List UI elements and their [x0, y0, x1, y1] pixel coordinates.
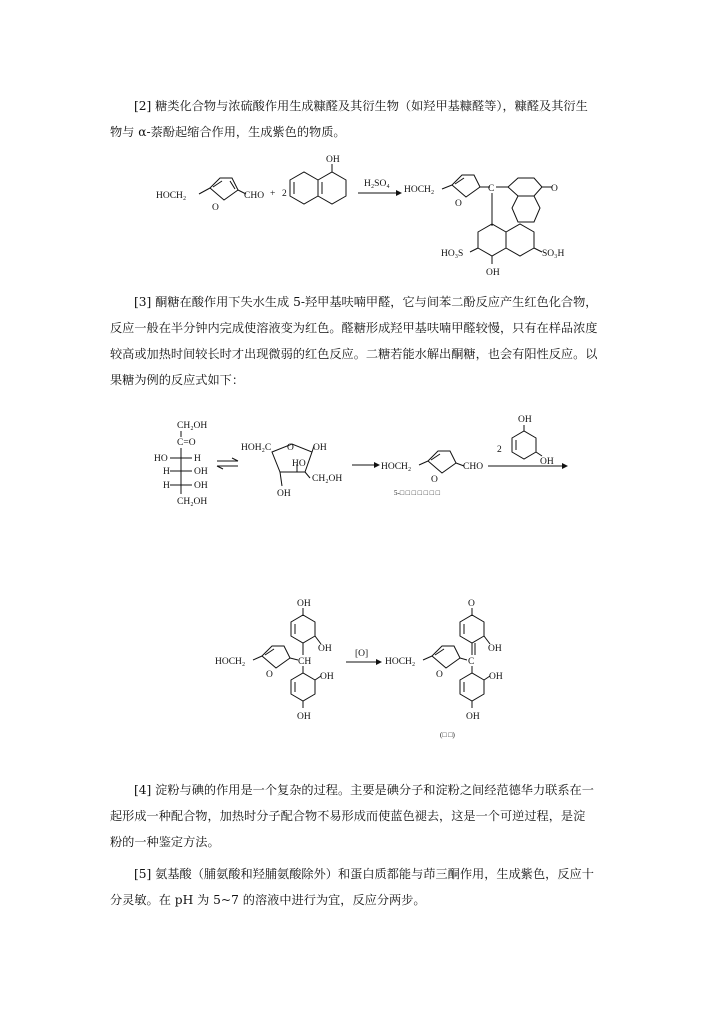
- s1-product-ring-o: O: [455, 199, 462, 209]
- s2-furanose-ho: HO: [292, 459, 306, 469]
- s3-left-oh-mid: OH: [320, 672, 334, 682]
- s2-hmf-cho: CHO: [463, 462, 484, 472]
- s1-product-hoch2: HOCH₂: [404, 185, 435, 195]
- s1-plus: +: [270, 189, 276, 199]
- p3-line4: 果糖为例的反应式如下：: [110, 373, 245, 387]
- s2-res-oh-top: OH: [518, 415, 532, 425]
- s2-hmf-o: O: [431, 475, 438, 485]
- p5-line1: [5] 氨基酸（脯氨酸和羟脯氨酸除外）和蛋白质都能与茚三酮作用，生成紫色，反应十: [134, 867, 594, 881]
- p4-line1: [4] 淀粉与碘的作用是一个复杂的过程。主要是碘分子和淀粉之间经范德华力联系在一: [134, 783, 594, 797]
- s3-right-o-top: O: [468, 599, 475, 609]
- s2-fischer-h4: H: [163, 467, 170, 477]
- s2-hmf-caption: 5-□ □ □ □ □ □ □: [394, 489, 440, 497]
- s3-left-oh-top2: OH: [318, 644, 332, 654]
- s3-right-furan: [423, 646, 467, 668]
- p3-line1: [3] 酮糖在酸作用下失水生成 5-羟甲基呋喃甲醛，它与间苯二酚反应产生红色化合物，: [134, 295, 598, 309]
- s2-fischer-c1: CH₂OH: [177, 421, 208, 431]
- s3-left-upper-ring: [291, 608, 321, 655]
- s3-right-oh-top: OH: [488, 644, 502, 654]
- s2-furanose-ch2oh: CH₂OH: [312, 474, 343, 484]
- s3-right-quinoid-ring: [460, 608, 490, 655]
- s3-caption: (□ □): [440, 731, 455, 739]
- s3-left-lower-ring: [291, 666, 321, 708]
- s1-reagent: H₂SO₄: [364, 179, 390, 189]
- s3-left-oh-bot: OH: [297, 712, 311, 722]
- s2-fischer-h5: H: [163, 481, 170, 491]
- paragraph-5: [110, 861, 615, 913]
- s1-ketone-o: O: [551, 184, 558, 194]
- s2-coef: 2: [497, 445, 502, 455]
- paragraph-4: [110, 777, 615, 855]
- s2-fischer-h3: H: [194, 454, 201, 464]
- s2-hmf-hoch2: HOCH₂: [381, 462, 412, 472]
- p2-line1: [2] 糖类化合物与浓硫酸作用生成糠醛及其衍生物（如羟甲基糠醛等），糠醛及其衍生: [134, 99, 588, 113]
- s3-left-oh-top: OH: [297, 599, 311, 609]
- s3-oxidant: [O]: [355, 649, 369, 659]
- s3-right-c: C: [468, 657, 475, 667]
- s2-res-oh-right: OH: [540, 457, 554, 467]
- p2-line2: 物与 α-萘酚起缩合作用，生成紫色的物质。: [110, 125, 346, 139]
- p3-line3: 较高或加热时间较长时才出现微弱的红色反应。二糖若能水解出酮糖，也会有阳性反应。以: [110, 347, 598, 361]
- s2-fischer-ho3: HO: [154, 454, 168, 464]
- s1-so3h-right: SO₃H: [542, 249, 565, 259]
- s1-hoch2-label: HOCH₂: [156, 191, 187, 201]
- s3-left-hoch2: HOCH₂: [215, 657, 246, 667]
- s1-naphthol-oh: OH: [326, 155, 340, 165]
- s3-left-o: O: [266, 670, 273, 680]
- s2-furanose-oh2: OH: [277, 489, 291, 499]
- s2-fischer-oh4: OH: [194, 467, 208, 477]
- s3-left-ch: CH: [298, 657, 312, 667]
- s3-arrow: [346, 659, 382, 665]
- s2-furanose-oh1: OH: [313, 443, 327, 453]
- p5-line2: 分灵敏。在 pH 为 5~7 的溶液中进行为宜，反应分两步。: [110, 893, 426, 907]
- s2-furanose-o: O: [287, 443, 294, 453]
- s1-coef: 2: [282, 189, 287, 199]
- p4-line2: 起形成一种配合物，加热时分子配合物不易形成而使蓝色褪去，这是一个可逆过程，是淀: [110, 809, 586, 823]
- s2-fischer-c2: C=O: [177, 438, 196, 448]
- s3-right-o: O: [436, 670, 443, 680]
- s3-right-hoch2: HOCH₂: [385, 657, 416, 667]
- s1-product-c: C: [488, 184, 495, 194]
- s1-bottom-oh: OH: [486, 268, 500, 278]
- s3-left-furan: [253, 646, 298, 668]
- s2-fischer-oh5: OH: [194, 481, 208, 491]
- s2-fischer-c6: CH₂OH: [177, 497, 208, 507]
- s3-right-oh-bot: OH: [466, 712, 480, 722]
- p3-line2: 反应一般在半分钟内完成使溶液变为红色。醛糖形成羟甲基呋喃甲醛较慢，只有在样品浓度: [110, 321, 598, 335]
- s3-right-oh-mid: OH: [489, 672, 503, 682]
- s1-ring-o: O: [212, 203, 219, 213]
- p4-line3: 粉的一种鉴定方法。: [110, 835, 220, 849]
- s3-right-lower-ring: [460, 666, 490, 708]
- s1-so3h-left: HO₃S: [441, 249, 464, 259]
- s2-furanose-hoh2c: HOH₂C: [241, 443, 272, 453]
- s1-cho-label: CHO: [244, 191, 265, 201]
